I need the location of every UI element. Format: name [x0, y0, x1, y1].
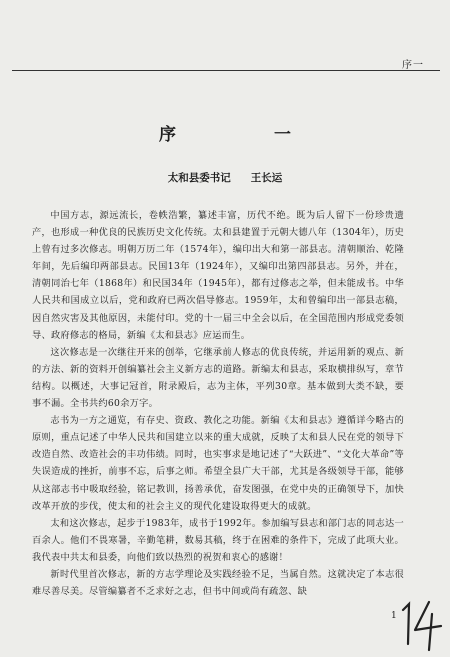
preface-title: 序 一: [159, 125, 337, 145]
paragraph: 中国方志，源远流长，卷帙浩繁，纂述丰富，历代不绝。既为后人留下一份珍贵遗产，也形成一种优良的民族历史文化传统。太和县建置于元朝大德八年（1304年），历史上曾有过多次修志。明朝万历二年（1574年），编印出大和第一部县志。清朝顺治、乾隆年间，先后编印两部县志。民国13年（1924年），又编印出第四部县志。另外，并在，清朝同治七年（1868年）和民国34年（1945年），都有过修志之举，但未能成书。中华人民共和国成立以后，党和政府已两次倡导修志。1959年，太和曾编印出一部县志稿，因自然灾害及其他原因，未能付印。党的十一届三中全会以后，在全国范围内形成党委领导、政府修志的格局，新编《太和县志》应运而生。: [32, 210, 404, 341]
paragraph: 这次修志是一次继往开来的创举，它继承前人修志的优良传统，并运用新的观点、新的方法、新的资料开创编纂社会主义新方志的道路。新编太和县志，采取横排纵写，章节结构。以概述，大事记冠首，附录殿后，志为主体，平列30章。基本做到大类不缺，要事不漏。全书共约60余万字。: [32, 346, 404, 410]
preface-body: [32, 207, 404, 600]
author-role: 太和县委书记: [167, 172, 231, 184]
paragraph: 太和这次修志，起步于1983年，成书于1992年。参加编写县志和部门志的同志达一百余人。他们不畏寒暑，辛勤笔耕，数易其稿，终于在困难的条件下，完成了此项大业。我代表中共太和县委，向他们致以热烈的祝贺和衷心的感谢！: [32, 517, 404, 563]
page-number: 1: [391, 611, 397, 621]
running-head: 序一: [402, 60, 424, 71]
paragraph: 新时代里首次修志，新的方志学理论及实践经验不足，当属自然。这就决定了本志很难尽善尽美。尽管编纂者不乏求好之志，但书中间或尚有疏忽、缺: [32, 568, 404, 598]
paragraph: 志书为一方之通览，有存史、资政、教化之功能。新编《太和县志》遵循详今略古的原则，重点记述了中华人民共和国建立以来的重大成就，反映了太和县人民在党的领导下改造自然、改造社会的丰功伟绩。同时，也实事求是地记述了“大跃进”、“文化大革命”等失误造成的挫折，前事不忘，后事之师。希望全县广大干部，尤其是各级领导干部，能够从这部志书中吸取经验，铭记教训，扬善承优，奋发图强，在党中央的正确领导下，加快改革开放的步伐，使太和的社会主义的现代化建设取得更大的成就。: [32, 415, 404, 512]
author-byline: [0, 170, 450, 185]
handwritten-page-mark: [399, 596, 445, 652]
author-name: 王长运: [250, 172, 283, 184]
header-rule: [12, 70, 440, 71]
